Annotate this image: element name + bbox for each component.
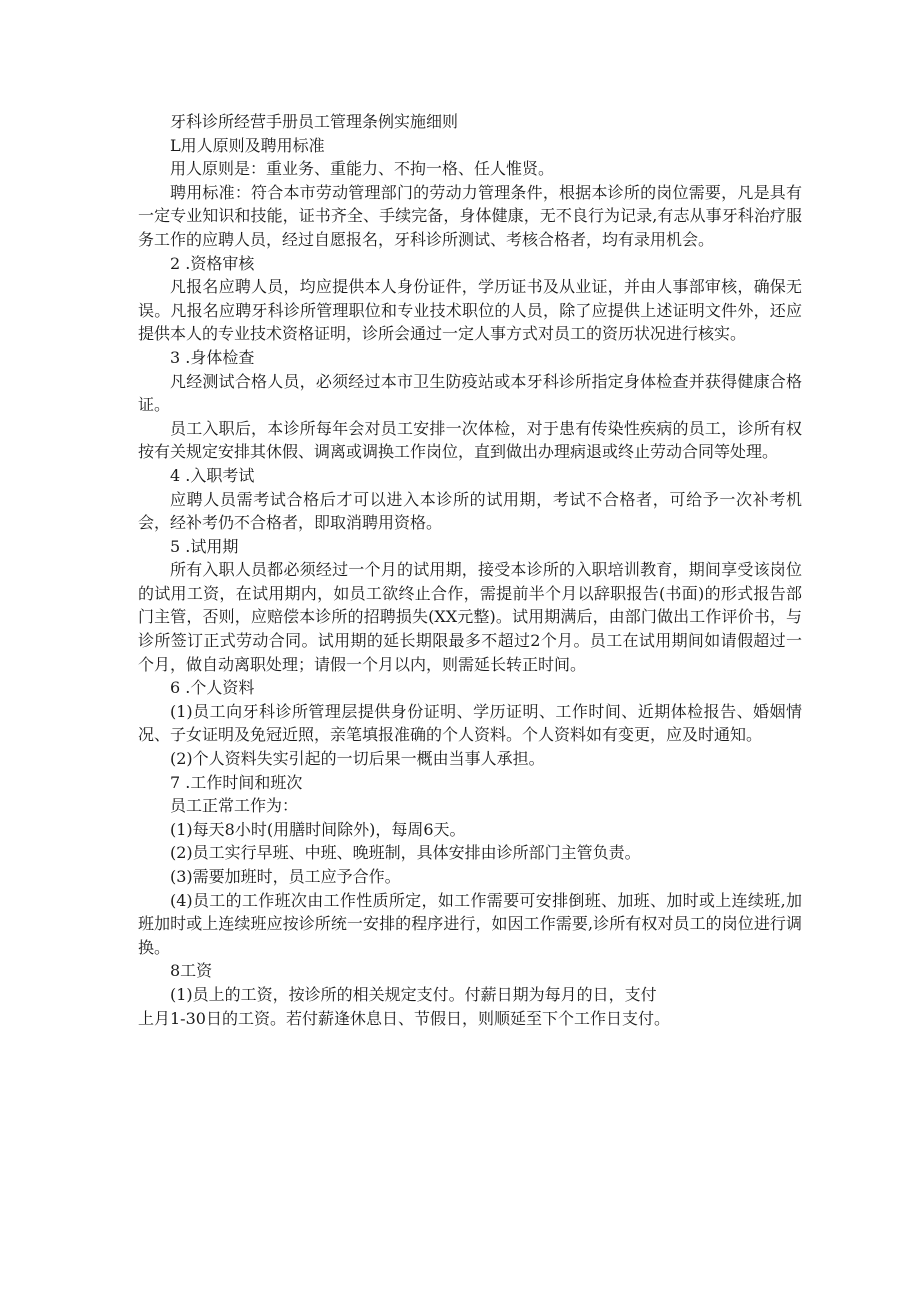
document-body [138,110,802,1030]
paragraph: 员工正常工作为： [170,796,299,816]
paragraph: (1)每天8小时(用膳时间除外)，每周6天。 [170,819,466,839]
paragraph: (1)员上的工资，按诊所的相关规定支付。付薪日期为每月的日，支付 [170,984,657,1004]
paragraph: 员工入职后，本诊所每年会对员工安排一次体检，对于患有传染性疾病的员工，诊所有权按有关规定安排其休假、调离或调换工作岗位，直到做出办理病退或终止劳动合同等处理。 [138,418,802,462]
paragraph: (2)个人资料失实引起的一切后果一概由当事人承担。 [170,749,545,769]
paragraph: 所有入职人员都必须经过一个月的试用期，接受本诊所的入职培训教育，期间享受该岗位的试用工资，在试用期内，如员工欲终止合作，需提前半个月以辞职报告(书面)的形式报告部门主管，否则，应赔偿本诊所的招聘损失(XX元整)。试用期满后，由部门做出工作评价书，与诊所签订正式劳动合同。试用期的延长期限最多不超过2个月。员工在试用期间如请假超过一个月，做自动离职处理；请假一个月以内，则需延长转正时间。 [138,560,802,674]
section-heading: 7 .工作时间和班次 [170,772,303,792]
section-heading: 4 .入职考试 [170,465,255,485]
paragraph: (1)员工向牙科诊所管理层提供身份证明、学历证明、工作时间、近期体检报告、婚姻情况、子女证明及免冠近照，亲笔填报准确的个人资料。个人资料如有变更，应及时通知。 [138,701,802,745]
paragraph: (2)员工实行早班、中班、晚班制，具体安排由诊所部门主管负责。 [170,843,641,863]
paragraph: 聘用标准：符合本市劳动管理部门的劳动力管理条件，根据本诊所的岗位需要，凡是具有一定专业知识和技能，证书齐全、手续完备，身体健康，无不良行为记录,有志从事牙科治疗服务工作的应聘人员，经过自愿报名，牙科诊所测试、考核合格者，均有录用机会。 [138,182,802,249]
document-title: 牙科诊所经营手册员工管理条例实施细则 [170,112,459,131]
paragraph: 应聘人员需考试合格后才可以进入本诊所的试用期，考试不合格者，可给予一次补考机会，经补考仍不合格者，即取消聘用资格。 [138,489,802,533]
paragraph-list [138,134,802,1031]
paragraph: (3)需要加班时，员工应予合作。 [170,867,401,886]
section-heading: L用人原则及聘用标准 [170,135,325,155]
paragraph: 用人原则是：重业务、重能力、不拘一格、任人惟贤。 [170,159,555,179]
paragraph: 凡报名应聘人员，均应提供本人身份证件，学历证书及从业证，并由人事部审核，确保无误。凡报名应聘牙科诊所管理职位和专业技术职位的人员，除了应提供上述证明文件外，还应提供本人的专业技术资格证明，诊所会通过一定人事方式对员工的资历状况进行核实。 [138,277,802,344]
paragraph: 上月1-30日的工资。若付薪逢休息日、节假日，则顺延至下个工作日支付。 [138,1008,670,1028]
section-heading: 6 .个人资料 [170,678,255,698]
section-heading: 5 .试用期 [170,536,239,556]
paragraph: (4)员工的工作班次由工作性质所定，如工作需要可安排倒班、加班、加时或上连续班,加班加时或上连续班应按诊所统一安排的程序进行，如因工作需要,诊所有权对员工的岗位进行调换。 [138,890,802,957]
section-heading: 8工资 [170,961,213,981]
section-heading: 2 .资格审核 [170,253,255,273]
paragraph: 凡经测试合格人员，必须经过本市卫生防疫站或本牙科诊所指定身体检查并获得健康合格证。 [138,371,802,415]
section-heading: 3 .身体检查 [170,347,255,367]
